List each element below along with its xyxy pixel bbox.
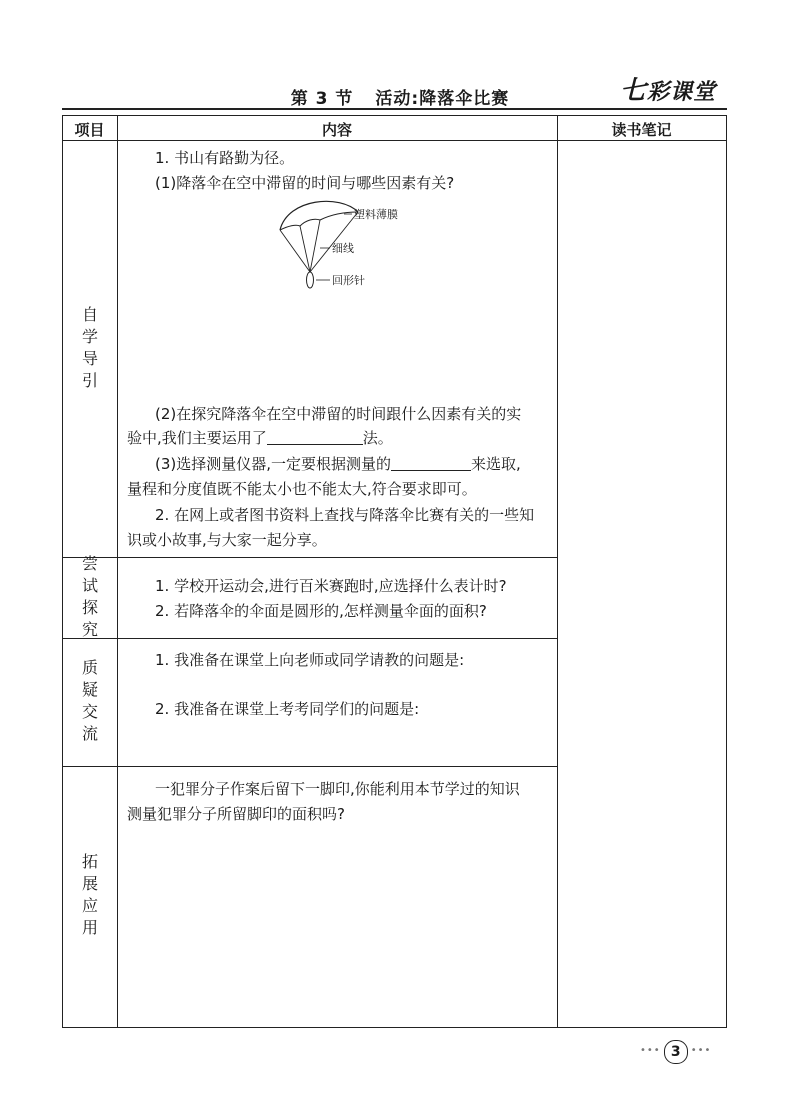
page-number: 3 <box>664 1040 688 1064</box>
column-divider-2 <box>557 115 558 1027</box>
self-study-question-2-line-1: (2)在探究降落伞在空中滞留的时间跟什么因素有关的实 <box>155 405 522 423</box>
header-row-border <box>62 140 727 141</box>
column-header-notes: 读书笔记 <box>611 121 672 139</box>
explore-question-2: 2. 若降落伞的伞面是圆形的,怎样测量伞面的面积? <box>155 602 487 620</box>
canopy-edge <box>280 225 300 230</box>
text-segment: 来选取, <box>471 455 521 473</box>
header-rule <box>62 108 727 110</box>
page-dots-left: ••• <box>640 1045 661 1056</box>
self-study-question-3-line-2: 量程和分度值既不能太小也不能太大,符合要求即可。 <box>127 480 477 498</box>
section-divider <box>62 766 557 767</box>
section-char: 拓 <box>81 852 98 871</box>
table-bottom-border <box>62 1027 727 1028</box>
table-right-border <box>726 115 727 1027</box>
parachute-string <box>310 220 320 272</box>
section-char: 自 <box>81 305 98 324</box>
section-number: 第 3 节 <box>290 89 354 109</box>
discuss-question-1: 1. 我准备在课堂上向老师或同学请教的问题是: <box>155 651 465 669</box>
paperclip <box>307 272 314 288</box>
column-header-project: 项目 <box>74 121 105 139</box>
brand-text: 彩课堂 <box>647 79 717 105</box>
label-thread: 细线 <box>332 242 354 255</box>
page-number-badge <box>640 1040 711 1064</box>
section-label-discuss <box>80 657 100 745</box>
section-char: 引 <box>81 371 98 390</box>
section-char: 导 <box>81 349 98 368</box>
page-dots-right: ••• <box>690 1045 712 1056</box>
text-segment: 法。 <box>362 429 393 447</box>
section-char: 交 <box>81 702 98 721</box>
section-char: 质 <box>81 658 98 677</box>
section-char: 用 <box>81 918 98 937</box>
activity-title: 活动:降落伞比赛 <box>375 89 510 109</box>
section-char: 究 <box>81 620 98 639</box>
section-char: 学 <box>81 327 98 346</box>
column-header-content: 内容 <box>321 121 352 139</box>
self-study-item-1: 1. 书山有路勤为径。 <box>155 149 295 167</box>
self-study-question-3-line-1 <box>155 452 521 476</box>
section-label-extend <box>80 851 100 939</box>
table-top-border <box>62 115 727 116</box>
section-char: 应 <box>81 896 98 915</box>
label-paperclip: 回形针 <box>332 274 365 287</box>
fill-in-blank <box>391 454 471 471</box>
section-char: 展 <box>81 874 98 893</box>
brand-logo <box>620 70 716 107</box>
section-char: 疑 <box>81 680 98 699</box>
label-plastic-film: 塑料薄膜 <box>354 208 398 221</box>
text-segment: (3)选择测量仪器,一定要根据测量的 <box>155 455 392 473</box>
section-label-self-study <box>80 304 100 392</box>
fill-in-blank <box>267 428 363 445</box>
self-study-item-2-line-1: 2. 在网上或者图书资料上查找与降落伞比赛有关的一些知 <box>155 506 535 524</box>
brand-char: 七 <box>620 76 648 106</box>
section-divider <box>62 557 557 558</box>
section-char: 流 <box>81 724 98 743</box>
discuss-question-2: 2. 我准备在课堂上考考同学们的问题是: <box>155 700 420 718</box>
section-label-explore <box>80 553 100 641</box>
column-divider-1 <box>117 115 118 1027</box>
canopy-edge <box>300 219 320 226</box>
section-char: 试 <box>81 576 98 595</box>
section-char: 尝 <box>81 554 98 573</box>
extend-question-line-1: 一犯罪分子作案后留下一脚印,你能利用本节学过的知识 <box>155 780 520 798</box>
self-study-question-1: (1)降落伞在空中滞留的时间与哪些因素有关? <box>155 174 455 192</box>
extend-question-line-2: 测量犯罪分子所留脚印的面积吗? <box>127 805 345 823</box>
section-divider <box>62 638 557 639</box>
section-char: 探 <box>81 598 98 617</box>
explore-question-1: 1. 学校开运动会,进行百米赛跑时,应选择什么表计时? <box>155 577 507 595</box>
table-left-border <box>62 115 63 1027</box>
self-study-question-2-line-2 <box>127 426 393 450</box>
text-segment: 验中,我们主要运用了 <box>127 429 267 447</box>
self-study-item-2-line-2: 识或小故事,与大家一起分享。 <box>127 531 327 549</box>
